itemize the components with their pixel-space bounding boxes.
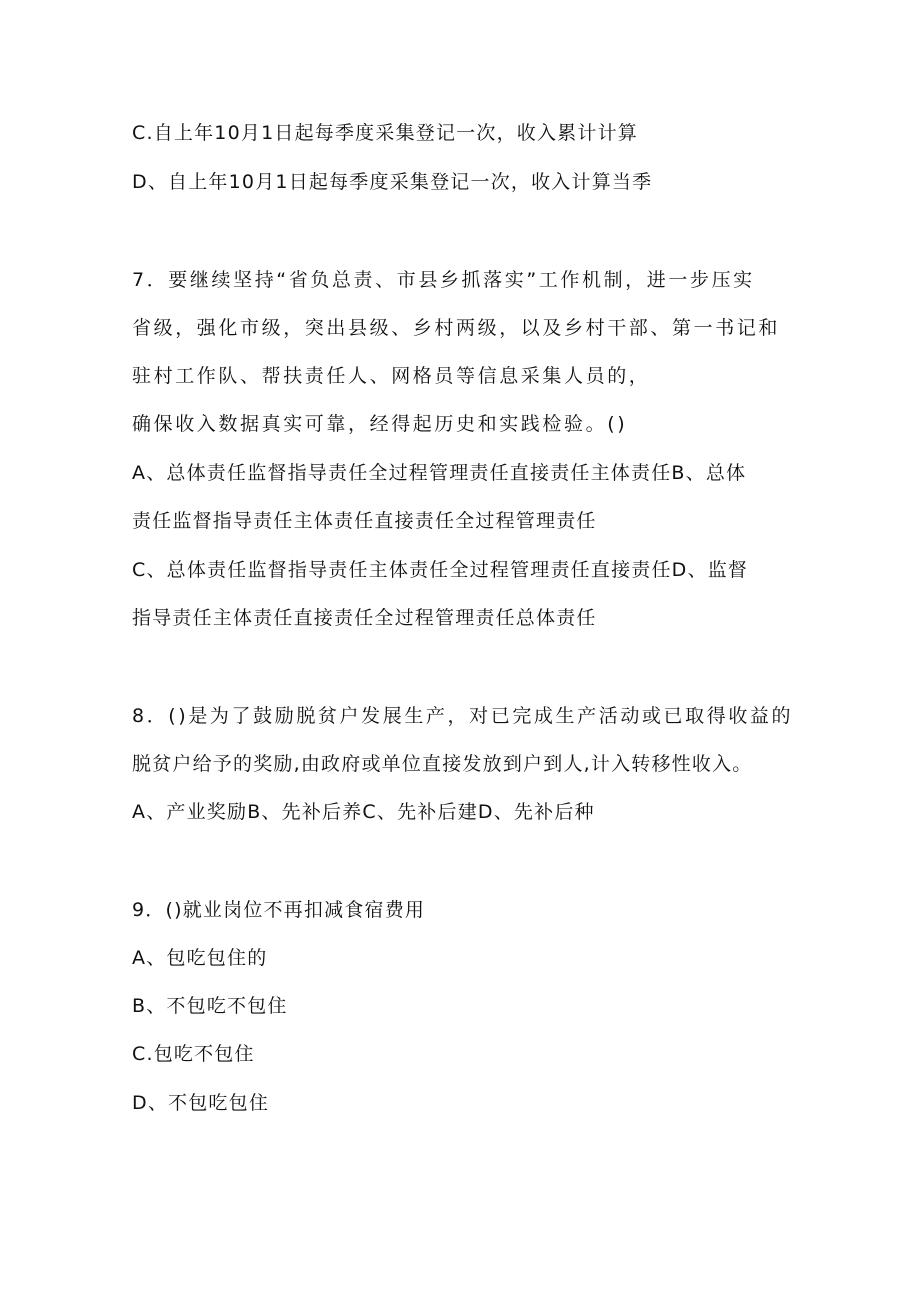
question-7-line-2: 省级，强化市级，突出县级、乡村两级，以及乡村干部、第一书记和: [132, 317, 781, 339]
question-7-line-4: 确保收入数据真实可靠，经得起历史和实践检验。(): [132, 413, 628, 435]
question-9-option-c: C.包吃不包住: [132, 1043, 255, 1065]
question-8-line-1: 8．()是为了鼓励脱贫户发展生产，对已完成生产活动或已取得收益的: [132, 705, 794, 727]
option-c-q6: C.自上年10月1日起每季度采集登记一次，收入累计计算: [132, 122, 638, 144]
question-9-stem: 9．()就业岗位不再扣减食宿费用: [132, 899, 426, 921]
question-7-options-cd-line-2: 指导责任主体责任直接责任全过程管理责任总体责任: [132, 607, 597, 629]
question-9-option-a: A、包吃包住的: [132, 947, 268, 969]
question-9-option-b: B、不包吃不包住: [132, 995, 288, 1017]
option-d-q6: D、自上年10月1日起每季度采集登记一次，收入计算当季: [132, 171, 653, 193]
question-7-options-cd-line-1: C、总体责任监督指导责任主体责任全过程管理责任直接责任D、监督: [132, 559, 749, 581]
question-8-line-2: 脱贫户给予的奖励,由政府或单位直接发放到户到人,计入转移性收入。: [132, 753, 753, 775]
question-8-options: A、产业奖励B、先补后养C、先补后建D、先补后种: [132, 801, 595, 823]
question-7-options-ab-line-1: A、总体责任监督指导责任全过程管理责任直接责任主体责任B、总体: [132, 462, 747, 484]
question-7-line-3: 驻村工作队、帮扶责任人、网格员等信息采集人员的，: [132, 365, 651, 387]
question-7-options-ab-line-2: 责任监督指导责任主体责任直接责任全过程管理责任: [132, 510, 597, 532]
question-9-option-d: D、不包吃包住: [132, 1092, 270, 1114]
question-7-line-1: 7．要继续坚持“省负总责、市县乡抓落实”工作机制，进一步压实: [132, 269, 755, 291]
